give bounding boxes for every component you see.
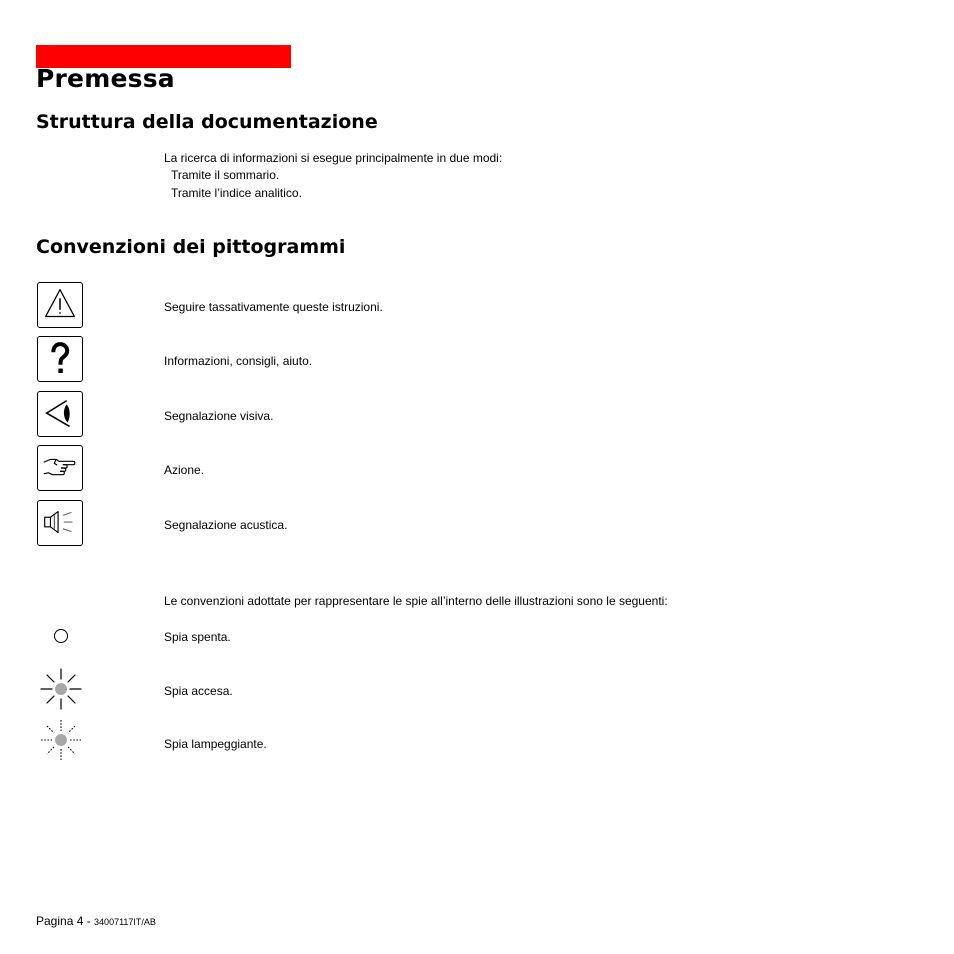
lamp-off-icon (50, 625, 72, 647)
struttura-intro: La ricerca di informazioni si esegue principalmente in due modi: (164, 151, 503, 165)
lamp-desc-on: Spia accesa. (164, 684, 233, 698)
speaker-icon (37, 500, 83, 546)
page-title: Premessa (36, 64, 175, 93)
page-footer (36, 912, 156, 930)
footer-page-label: Pagina 4 - (36, 914, 95, 928)
section-heading-struttura: Struttura della documentazione (36, 111, 378, 133)
pictogram-desc-eye: Segnalazione visiva. (164, 409, 274, 423)
struttura-item-sommario: Tramite il sommario. (171, 168, 280, 182)
pictogram-desc-hand: Azione. (164, 463, 205, 477)
lamp-blinking-icon (39, 718, 83, 762)
section-heading-pittogrammi: Convenzioni dei pittogrammi (36, 236, 346, 258)
pictogram-desc-warning: Seguire tassativamente queste istruzioni. (164, 300, 383, 314)
lamp-desc-blinking: Spia lampeggiante. (164, 737, 267, 751)
lamp-on-icon (39, 667, 83, 711)
footer-doc-code: 34007117IT/AB (94, 917, 156, 927)
lamp-desc-off: Spia spenta. (164, 630, 231, 644)
question-icon (37, 336, 83, 382)
pictogram-desc-speaker: Segnalazione acustica. (164, 518, 288, 532)
spie-intro: Le convenzioni adottate per rappresentare le spie all’interno delle illustrazioni sono le seguenti: (164, 594, 668, 608)
warning-icon (37, 282, 83, 328)
pictogram-desc-question: Informazioni, consigli, aiuto. (164, 354, 313, 368)
struttura-item-indice: Tramite l’indice analitico. (171, 186, 302, 200)
eye-icon (37, 391, 83, 437)
pointing-hand-icon (37, 445, 83, 491)
